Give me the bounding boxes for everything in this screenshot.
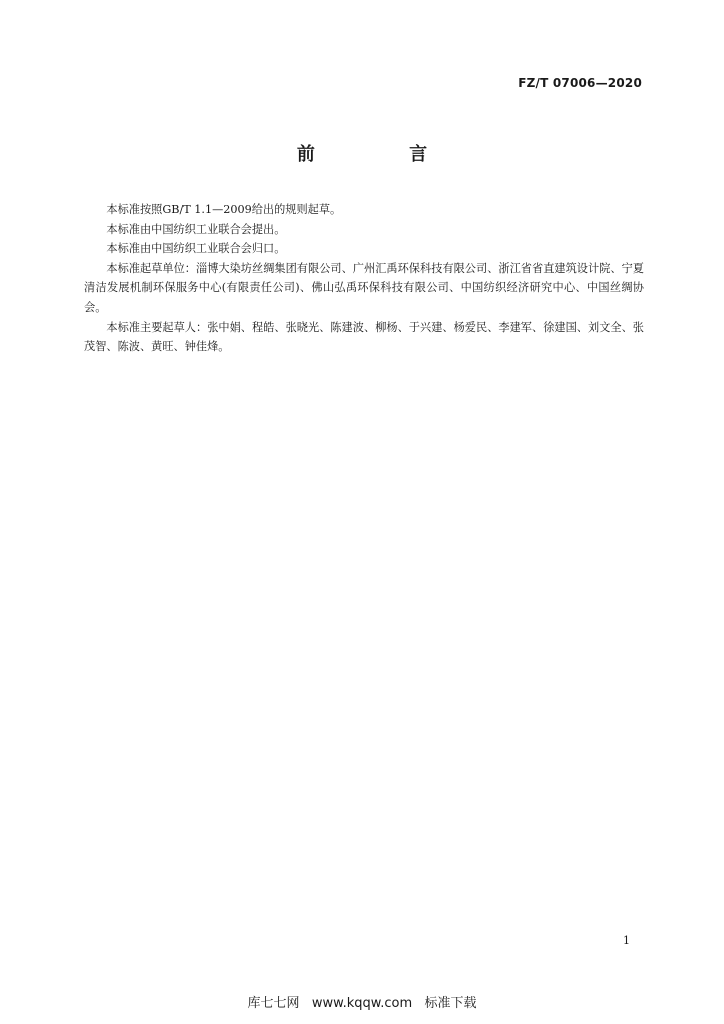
paragraph-proposer: 本标准由中国纺织工业联合会提出。 bbox=[106, 222, 286, 236]
standard-code: FZ/T 07006—2020 bbox=[518, 76, 642, 90]
document-body bbox=[84, 200, 644, 357]
paragraph-drafting-units: 本标准起草单位：淄博大染坊丝绸集团有限公司、广州汇禹环保科技有限公司、浙江省省直建筑设计院、宁夏清洁发展机制环保服务中心(有限责任公司)、佛山弘禹环保科技有限公司、中国纺织经济研究中心、中国丝绸协会。 bbox=[84, 261, 644, 314]
page-title: 前 言 bbox=[296, 144, 472, 165]
paragraph-administrator: 本标准由中国纺织工业联合会归口。 bbox=[106, 242, 286, 256]
page-number: 1 bbox=[623, 934, 630, 947]
paragraph-drafting-rules: 本标准按照GB/T 1.1—2009给出的规则起草。 bbox=[106, 203, 342, 216]
paragraph-main-drafters: 本标准主要起草人：张中娟、程皓、张晓光、陈建波、柳杨、于兴建、杨爱民、李建军、徐建国、刘文全、张茂智、陈波、黄旺、钟佳烽。 bbox=[84, 320, 644, 354]
footer-watermark: 库七七网 www.kqqw.com 标准下载 bbox=[247, 996, 477, 1011]
